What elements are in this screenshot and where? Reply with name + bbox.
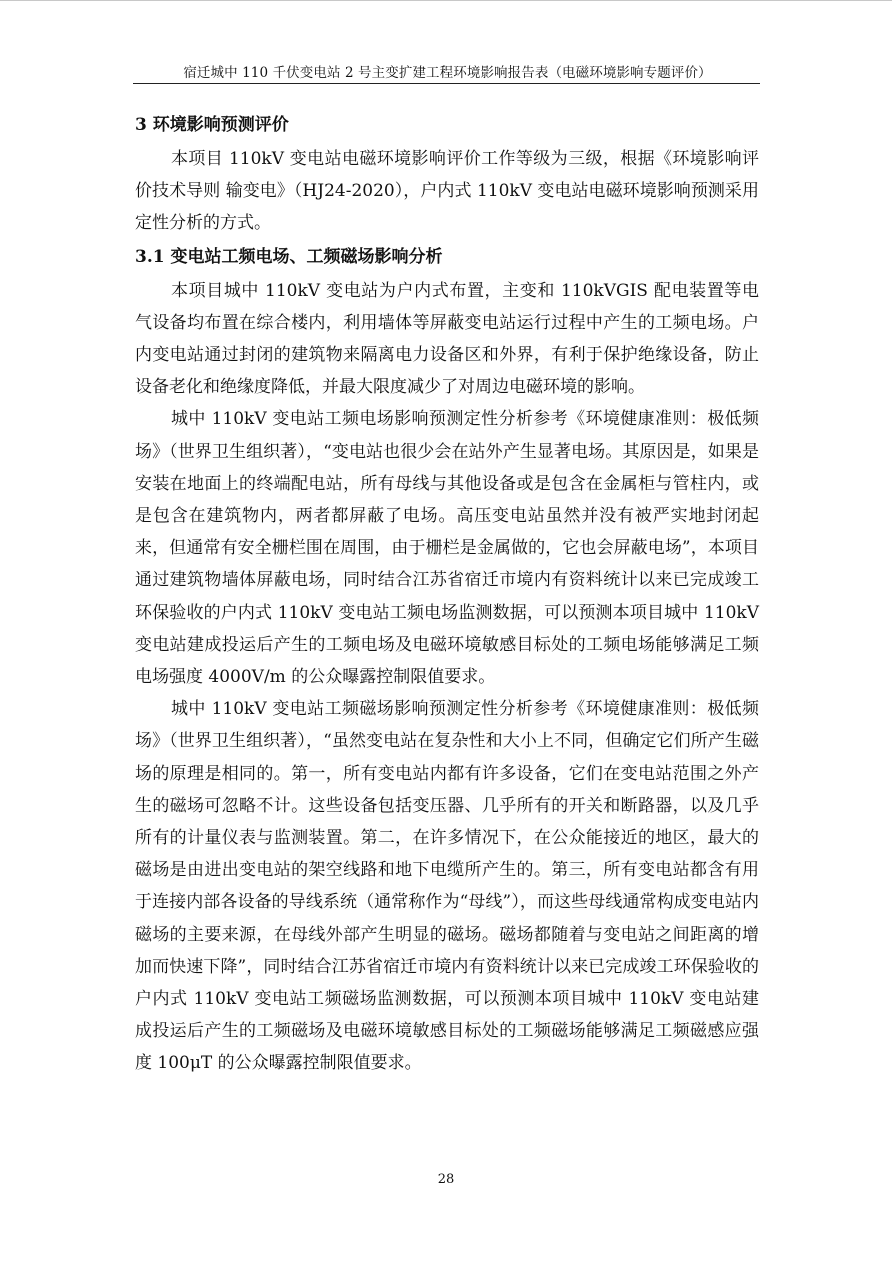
section-3-heading: 3 环境影响预测评价 <box>135 115 289 135</box>
body-paragraph-magnetic-field: 城中 110kV 变电站工频磁场影响预测定性分析参考《环境健康准则：极低频场》（世界卫生组织著），“虽然变电站在复杂性和大小上不同，但确定它们所产生磁场的原理是相同的。第一，所有变电站内都有许多设备，它们在变电站范围之外产生的磁场可忽略不计。这些设备包括变压器、几乎所有的开关和断路器，以及几乎所有的计量仪表与监测装置。第二，在许多情况下，在公众能接近的地区，最大的磁场是由进出变电站的架空线路和地下电缆所产生的。第三，所有变电站都含有用于连接内部各设备的导线系统（通常称作为“母线”），而这些母线通常构成变电站内磁场的主要来源，在母线外部产生明显的磁场。磁场都随着与变电站之间距离的增加而快速下降”，同时结合江苏省宿迁市境内有资料统计以来已完成竣工环保验收的户内式 110kV 变电站工频磁场监测数据，可以预测本项目城中 110kV 变电站建成投运后产生的工频磁场及电磁环境敏感目标处的工频磁场能够满足工频磁感应强度 100μT 的公众曝露控制限值要求。 <box>135 699 759 1074</box>
body-paragraph-electric-field: 城中 110kV 变电站工频电场影响预测定性分析参考《环境健康准则：极低频场》（世界卫生组织著），“变电站也很少会在站外产生显著电场。其原因是，如果是安装在地面上的终端配电站，所有母线与其他设备或是包含在金属柜与管柱内，或是包含在建筑物内，两者都屏蔽了电场。高压变电站虽然并没有被严实地封闭起来，但通常有安全栅栏围在周围，由于栅栏是金属做的，它也会屏蔽电场”，本项目通过建筑物墙体屏蔽电场，同时结合江苏省宿迁市境内有资料统计以来已完成竣工环保验收的户内式 110kV 变电站工频电场监测数据，可以预测本项目城中 110kV 变电站建成投运后产生的工频电场及电磁环境敏感目标处的工频电场能够满足工频电场强度 4000V/m 的公众曝露控制限值要求。 <box>135 409 759 688</box>
section-3-intro-paragraph: 本项目 110kV 变电站电磁环境影响评价工作等级为三级，根据《环境影响评价技术导则 输变电》（HJ24-2020），户内式 110kV 变电站电磁环境影响预测采用定性分析的方式。 <box>135 149 759 234</box>
page-number: 28 <box>437 1172 455 1187</box>
page-top-border <box>0 0 892 1</box>
body-paragraph-layout: 本项目城中 110kV 变电站为户内式布置，主变和 110kVGIS 配电装置等电气设备均布置在综合楼内，利用墙体等屏蔽变电站运行过程中产生的工频电场。户内变电站通过封闭的建筑物来隔离电力设备区和外界，有利于保护绝缘设备，防止设备老化和绝缘度降低，并最大限度减少了对周边电磁环境的影响。 <box>135 280 759 398</box>
running-header: 宿迁城中 110 千伏变电站 2 号主变扩建工程环境影响报告表（电磁环境影响专题评价） <box>183 65 712 81</box>
section-3-1-heading: 3.1 变电站工频电场、工频磁场影响分析 <box>135 246 443 267</box>
header-rule <box>133 83 760 84</box>
page-body <box>135 108 759 1080</box>
